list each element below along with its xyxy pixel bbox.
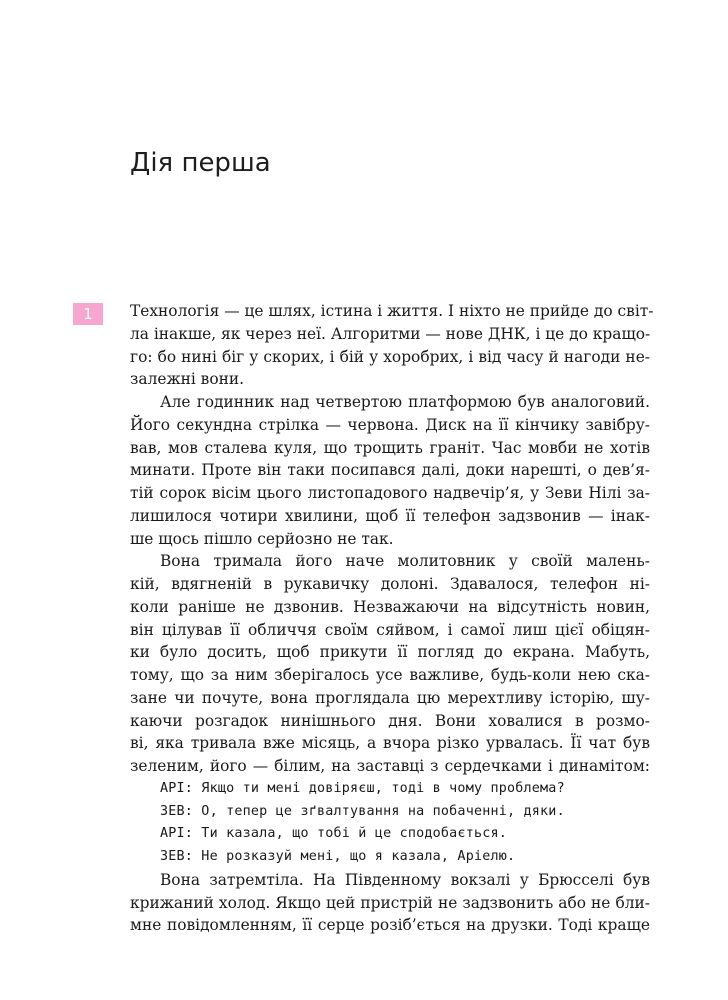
- text-line: Вона тримала його наче молитовник у своїй малень-: [160, 552, 650, 571]
- text-line: каючи розгадок нинішнього дня. Вони ховалися в розмо-: [130, 711, 650, 730]
- text-line: минати. Проте він таки посипався далі, доки нарешті, о дев’я-: [130, 461, 650, 480]
- text-line: ше щось пішло серйозно не так.: [130, 529, 394, 548]
- text-line: Вона затремтіла. На Південному вокзалі у Брюсселі був: [160, 870, 650, 889]
- chapter-title: Дія перша: [130, 148, 271, 178]
- text-line: тому, що за ним зберігалось усе важливе, будь-коли нею ска-: [130, 666, 650, 684]
- text-line: го: бо нині біг у скорих, і бій у хоробрих, і від часу й нагоди не-: [130, 347, 650, 366]
- body-text: [130, 300, 654, 937]
- text-line: тій сорок вісім цього листопадового надвечір’я, у Зеви Нілі за-: [130, 484, 650, 502]
- text-line: Але годинник над четвертою платформою був аналоговий.: [160, 393, 650, 411]
- dialogue-line: ЗЕВ: Не розказуй мені, що я казала, Аріелю.: [160, 849, 516, 864]
- text-line: ки було досить, щоб прикути її погляд до екрана. Мабуть,: [130, 643, 650, 662]
- text-line: коли раніше не дзвонив. Незважаючи на відсутність новин,: [130, 597, 650, 616]
- text-line: зеленим, його — білим, на заставці з сердечками і динамітом:: [130, 757, 650, 775]
- text-line: ві, яка тривала вже місяць, а вчора різко урвалась. Її чат був: [130, 734, 650, 753]
- text-line: мне повідомленням, її серце розіб’ється на друзки. Тоді краще: [130, 916, 650, 935]
- text-line: ла інакше, як через неї. Алгоритми — нове ДНК, і це до кращо-: [130, 324, 651, 343]
- dialogue-line: ЗЕВ: О, тепер це зґвалтування на побаченні, дяки.: [160, 803, 565, 819]
- text-line: кій, вдягненій в рукавичку долоні. Здавалося, телефон ні-: [130, 575, 650, 593]
- text-line: Технологія — це шлях, істина і життя. І ніхто не прийде до світ-: [130, 302, 654, 320]
- text-line: зане чи почуте, вона проглядала цю мерехтливу історію, шу-: [130, 688, 650, 707]
- page-number-badge: 1: [73, 303, 103, 325]
- text-line: вав, мов сталева куля, що трощить граніт. Час мовби не хотів: [130, 438, 650, 457]
- text-line: крижаний холод. Якщо цей пристрій не задзвонить або не бли-: [130, 893, 650, 912]
- dialogue-line: АРІ: Якщо ти мені довіряєш, тоді в чому проблема?: [160, 780, 565, 796]
- text-line: лишилося чотири хвилини, щоб її телефон задзвонив — інак-: [130, 506, 650, 525]
- text-line: він цілував її обличчя своїм сяйвом, і самої лиш цієї обіцян-: [130, 620, 650, 639]
- dialogue-line: АРІ: Ти казала, що тобі й це сподобається.: [160, 826, 507, 842]
- text-line: залежні вони.: [130, 370, 245, 389]
- text-line: Його секундна стрілка — червона. Диск на її кінчику завібру-: [130, 415, 650, 434]
